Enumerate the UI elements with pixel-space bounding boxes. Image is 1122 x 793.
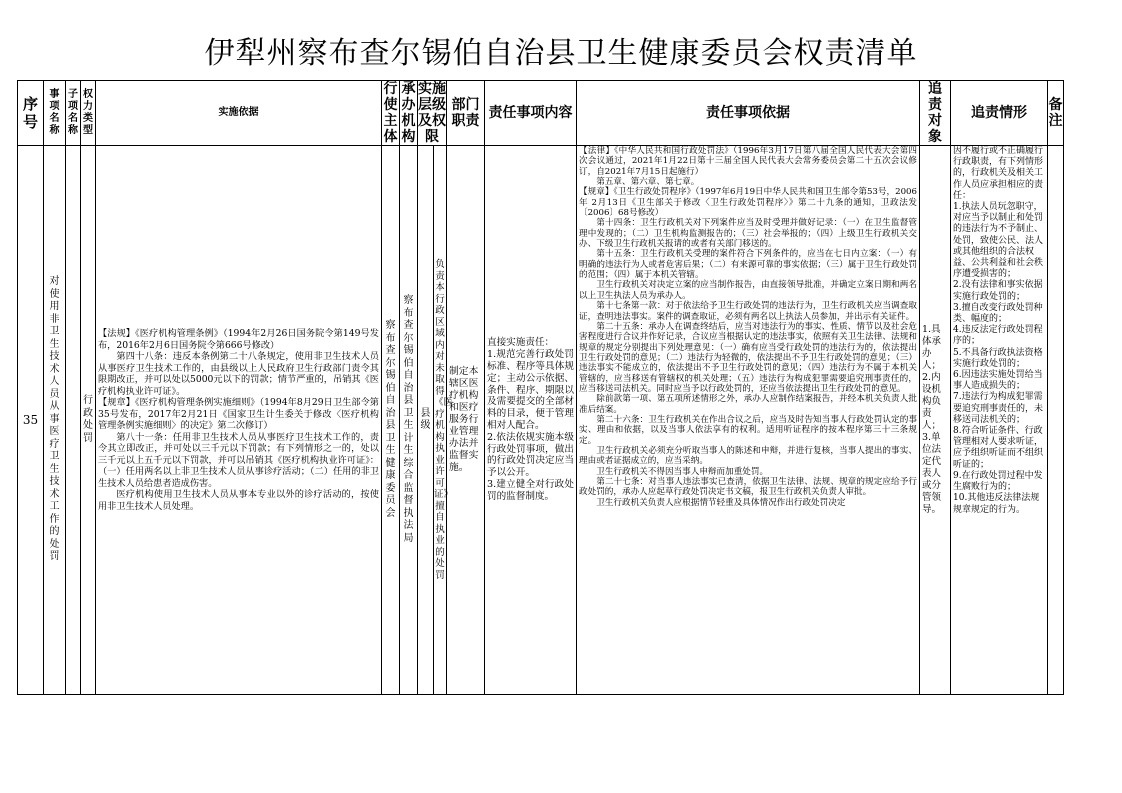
resp-basis-line: 【法律】《中华人民共和国行政处罚法》（1996年3月17日第八届全国人民代表大会第四次会议通过，2021年1月22日第十三届全国人民代表大会常务委员会第二十五次会议修订，自2021年7月15日起施行） [579,146,917,177]
header-subject: 行使主体 [383,81,398,145]
page-title: 伊犁州察布查尔锡伯自治县卫生健康委员会权责清单 [204,36,918,71]
header-sub-item-name: 子项名称 [66,81,81,146]
acc-situation-line: 10.其他违反法律法规规章规定的行为。 [953,493,1040,515]
basis-line: 医疗机构使用卫生技术人员从事本专业以外的诊疗活动的，按使用非卫生技术人员处理。 [98,489,379,512]
row-level: 县级 [418,146,434,694]
row-basis [96,146,382,695]
header-undertaker: 承办机构 [401,81,416,145]
row-remark [1048,146,1064,695]
acc-situation-line: 2.没有法律和事实依据实施行政处罚的； [953,280,1043,302]
acc-situation-line: 7.违法行为构成犯罪需要追究刑事责任的，未移送司法机关的； [953,392,1044,425]
resp-content-line: 3.建立健全对行政处罚的监督制度。 [487,478,574,502]
row-item-name: 对使用非卫生技术人员从事医疗卫生技术工作的处罚 [44,146,66,695]
acc-situation-line: 4.违反法定行政处罚程序的； [953,325,1043,347]
row-dept-duty-a: 负责本行政区域内对未取得《医疗机构执业许可证》擅自执业的处罚 [434,259,454,581]
resp-basis-line: 第十七条第一款：对于依法给予卫生行政处罚的违法行为，卫生行政机关应当调查取证，查明违法事实。案件的调查取证，必须有两名以上执法人员参加，并出示有关证件。 [579,301,917,322]
acc-situation-line: 9.在行政处罚过程中发生腐败行为的； [953,470,1043,493]
resp-basis-line: 第二十五条：承办人在调查终结后，应当对违法行为的事实、性质、情节以及社会危害程度进行合议并作好记录，合议应当根据认定的违法事实，依照有关卫生法律、法规和规章的规定分别提出下列处理意见：（一）确有应当受行政处罚的违法行为的，依法提出卫生行政处罚的意见；（二）违法行为轻微的，依法提出不予卫生行政处罚的意见；（三）违法事实不能成立的，依法提出不予卫生行政处罚的意见；（四）违法行为不属于本机关管辖的，应当移送有管辖权的机关处理；（五）违法行为构成犯罪需要追究刑事责任的，应当移送司法机关。同时应当予以行政处罚的，还应当依法提出卫生行政处罚的意见。 [579,321,917,394]
row-acc-target: 1.具体承办人；2.内设机构负责人；3.单位法定代表人或分管领导。 [920,146,951,695]
resp-basis-line: 【规章】《卫生行政处罚程序》（1997年6月19日中华人民共和国卫生部令第53号，2006年 2月13日《卫生部关于修改〈卫生行政处罚程序〉》第二十九条的通知，卫政法发〔2006〕68号修改） [579,187,917,219]
table-row [18,146,1064,695]
resp-content-line: 2.依法依规实施本级行政处罚事项，做出的行政处罚决定应当予以公开。 [487,431,574,479]
acc-situation-line: 8.符合听证条件、行政管理相对人要求听证，应予组织听证而不组织听证的； [953,426,1044,470]
resp-basis-line: 卫生行政机关必须充分听取当事人的陈述和申辩，并进行复核，当事人提出的事实、理由或者证据成立的，应当采纳。 [579,445,917,467]
resp-basis-line: 卫生行政机关负责人应根据情节轻重及具体情况作出行政处罚决定 [596,497,846,508]
resp-basis-text [577,146,919,694]
acc-situation-line: 6.因违法实施处罚给当事人造成损失的； [953,370,1043,392]
basis-line: 【法规】《医疗机构管理条例》（1994年2月26日国务院令第149号发布，2016年2月6日国务院令第666号修改） [98,328,379,351]
resp-basis-line: 第十五条：卫生行政机关受理的案件符合下列条件的，应当在七日内立案：（一）有明确的违法行为人或者危害后果；（二）有来源可靠的事实依据；（三）属于卫生行政处罚的范围；（四）属于本机关管辖。 [579,249,917,281]
header-power-type: 权力类型 [81,81,96,146]
resp-content-line: 直接实施责任： [487,337,555,349]
header-resp-basis: 责任事项依据 [577,81,920,146]
row-level-dept [418,146,454,695]
resp-basis-line: 卫生行政机关不得因当事人申辩而加重处罚。 [596,466,769,477]
acc-situation-line: 5.不具备行政执法资格实施行政处罚的； [953,347,1043,369]
header-resp-content: 责任事项内容 [485,81,577,146]
row-sub-item-name [66,146,81,695]
header-dept-duty: 部门职责 [447,81,485,146]
resp-content-text [485,337,576,502]
resp-basis-line: 第五章、第六章、第七章。 [596,177,700,188]
basis-line: 【规章】《医疗机构管理条例实施细则》（1994年8月29日卫生部令第35号发布，2017年2月21日《国家卫生计生委关于修改〈医疗机构管理条例实施细则〉的决定》第二次修订） [98,397,379,431]
header-basis: 实施依据 [96,81,382,146]
header-acc-target: 追责对象 [920,81,951,146]
row-undertaker: 察布查尔锡伯自治县卫生计生综合监督执法局 [400,146,418,695]
basis-text [96,328,381,512]
resp-basis-line: 除前款第一项、第五项所述情形之外，承办人应制作结案报告，并经本机关负责人批准后结案。 [579,394,917,415]
power-list-table [17,80,1064,695]
row-seq: 35 [18,146,44,695]
row-subject: 察布查尔锡伯自治县卫生健康委员会 [382,146,400,695]
header-row [18,81,1064,146]
header-acc-situation: 追责情形 [951,81,1048,146]
acc-situation-line: 因不履行或不正确履行行政职责，有下列情形的，行政机关及相关工作人员应承担相应的责任： [953,146,1044,201]
acc-situation-text [951,146,1047,694]
basis-line: 第八十一条：任用非卫生技术人员从事医疗卫生技术工作的，责令其立即改正，并可处以三千元以下罚款；有下列情形之一的，处以三千元以上五千元以下罚款，并可以吊销其《医疗机构执业许可证》：（一）任用两名以上非卫生技术人员从事诊疗活动；（二）任用的非卫生技术人员给患者造成伤害。 [98,431,379,489]
row-resp-basis [577,146,920,695]
acc-situation-line: 3.擅自改变行政处罚种类、幅度的； [953,302,1043,325]
row-dept-duty: 制定本辖区医疗机构和医疗服务行业管理办法并监督实施。 [447,146,485,695]
header-item-name: 事项名称 [44,81,66,146]
resp-basis-line: 卫生行政机关对决定立案的应当制作报告，由直接领导批准，并确定立案日期和两名以上卫生执法人员为承办人。 [579,280,917,301]
header-level: 实施层级及权限 [418,81,446,145]
resp-content-line: 1.规范完善行政处罚标准、程序等具体规定；主动公示依据、条件、程序、期限以及需要提交的全部材料的目录，便于管理相对人配合。 [487,349,574,431]
row-resp-content [485,146,577,695]
header-seq: 序号 [18,81,44,146]
basis-line: 第四十八条：违反本条例第二十八条规定，使用非卫生技术人员从事医疗卫生技术工作的，由县级以上人民政府卫生行政部门责令其限期改正，并可以处以5000元以下的罚款；情节严重的，吊销其《医疗机构执业许可证》。 [98,351,379,397]
resp-basis-line: 第二十七条：对当事人违法事实已查清，依据卫生法律、法规、规章的规定应给予行政处罚的，承办人应起草行政处罚决定书文稿，报卫生行政机关负责人审批。 [579,477,917,498]
row-power-type: 行政处罚 [81,146,96,695]
acc-situation-line: 1.执法人员玩忽职守，对应当予以制止和处罚的违法行为不予制止、处罚，致使公民、法人或其他组织的合法权益、公共利益和社会秩序遭受损害的； [953,202,1044,280]
header-remark: 备注 [1048,81,1064,146]
resp-basis-line: 第二十六条：卫生行政机关在作出合议之后，应当及时告知当事人行政处罚认定的事实、理由和依据，以及当事人依法享有的权利。适用听证程序的按本程序第三十三条规定。 [579,414,917,446]
row-acc-situation [951,146,1048,695]
resp-basis-line: 第十四条：卫生行政机关对下列案件应当及时受理并做好记录：（一）在卫生监督管理中发现的；（二）卫生机构监测报告的；（三）社会举报的；（四）上级卫生行政机关交办、下级卫生行政机关报请的或者有关部门移送的。 [579,218,917,250]
